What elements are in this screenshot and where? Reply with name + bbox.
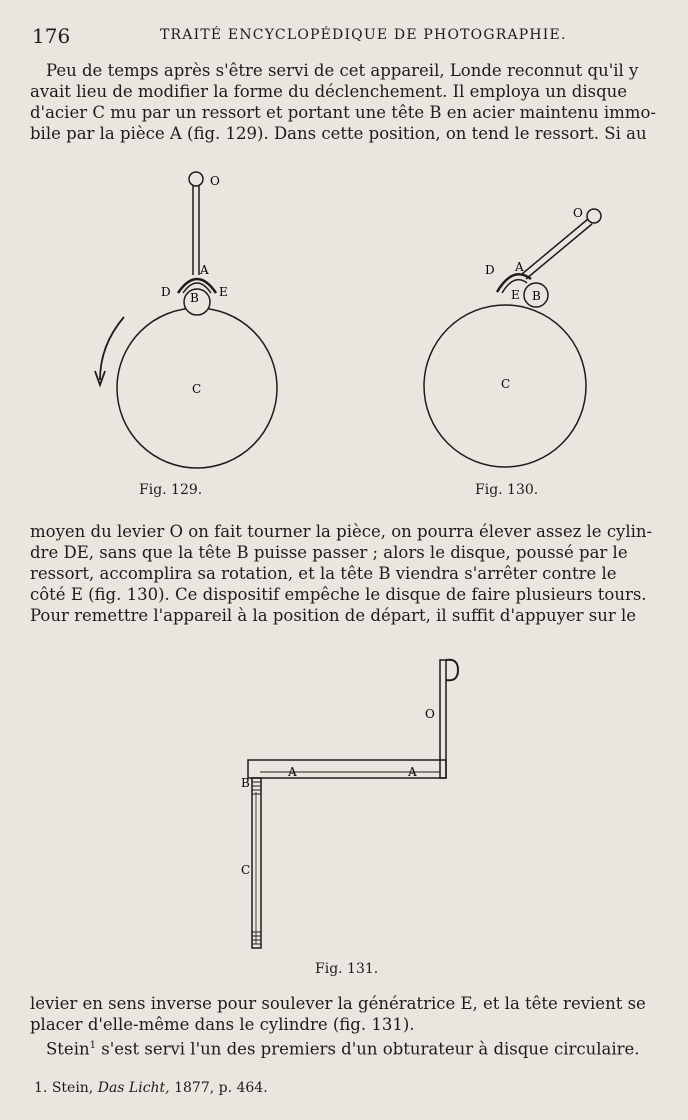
figure-131 [230, 652, 480, 957]
text-line: Peu de temps après s'être servi de cet appareil, Londe reconnut qu'il y [46, 61, 639, 80]
text-line: côté E (fig. 130). Ce dispositif empêche le disque de faire plusieurs tours. [30, 585, 647, 604]
text-line: d'acier C mu par un ressort et portant une tête B en acier maintenu immo- [30, 103, 656, 122]
paragraph-2 [30, 521, 658, 626]
running-title: TRAITÉ ENCYCLOPÉDIQUE DE PHOTOGRAPHIE. [160, 27, 567, 43]
label-c: C [501, 377, 511, 391]
text-line: levier en sens inverse pour soulever la génératrice E, et la tête revient se [30, 994, 646, 1013]
label-e: E [219, 285, 228, 299]
label-e: E [511, 288, 520, 302]
text-line: placer d'elle-même dans le cylindre (fig. 131). [30, 1015, 415, 1034]
figure-131-drawing [230, 652, 480, 957]
lever-o [522, 219, 588, 274]
text-line [30, 1035, 658, 1060]
figure-130 [405, 195, 615, 480]
bar-c [252, 778, 261, 948]
label-a-left: A [288, 765, 297, 779]
footnote [34, 1080, 268, 1096]
lever-knob [446, 660, 458, 681]
text-line: bile par la pièce A (fig. 129). Dans cette position, on tend le ressort. Si au [30, 124, 647, 143]
label-c: C [192, 382, 202, 396]
text-line: Pour remettre l'appareil à la position de départ, il suffit d'appuyer sur le [30, 606, 637, 625]
label-a: A [200, 263, 209, 277]
figure-130-drawing [405, 195, 615, 480]
label-o: O [425, 707, 435, 721]
figure-131-caption: Fig. 131. [315, 961, 379, 977]
label-b: B [190, 291, 199, 305]
lever-knob [189, 172, 203, 186]
footnote-work: Das Licht, [97, 1080, 170, 1096]
label-d: D [485, 263, 495, 277]
text-line: moyen du levier O on fait tourner la pièce, on pourra élever assez le cylin- [30, 522, 653, 541]
rotation-arrow [100, 317, 124, 380]
footnote-author: Stein, [51, 1080, 94, 1096]
label-o: O [573, 206, 583, 220]
label-b: B [241, 776, 250, 790]
label-c: C [241, 863, 251, 877]
footnote-details: 1877, p. 464. [174, 1080, 268, 1096]
label-d: D [161, 285, 171, 299]
label-a-right: A [408, 765, 417, 779]
text-fragment: s'est servi l'un des premiers d'un obturateur à disque circulaire. [101, 1039, 640, 1059]
label-a: A [515, 260, 524, 274]
figure-129-caption: Fig. 129. [139, 482, 203, 498]
author-name: Stein [46, 1039, 90, 1059]
page-number: 176 [32, 24, 71, 48]
figure-130-caption: Fig. 130. [475, 482, 539, 498]
paragraph-1 [30, 60, 658, 144]
page-header [32, 24, 662, 48]
paragraph-3 [30, 993, 658, 1060]
footnote-marker: 1 [89, 1040, 96, 1051]
lever-knob [587, 209, 601, 223]
text-line: avait lieu de modifier la forme du déclenchement. Il employa un disque [30, 82, 628, 101]
text-line: dre DE, sans que la tête B puisse passer ; alors le disque, poussé par le [30, 543, 628, 562]
figure-129-drawing [80, 165, 300, 480]
label-o: O [210, 174, 220, 188]
hatching-b [252, 782, 261, 944]
text-line: ressort, accomplira sa rotation, et la tête B viendra s'arrêter contre le [30, 564, 617, 583]
footnote-number: 1. [34, 1080, 48, 1096]
label-b: B [532, 289, 541, 303]
figure-129 [80, 165, 300, 480]
